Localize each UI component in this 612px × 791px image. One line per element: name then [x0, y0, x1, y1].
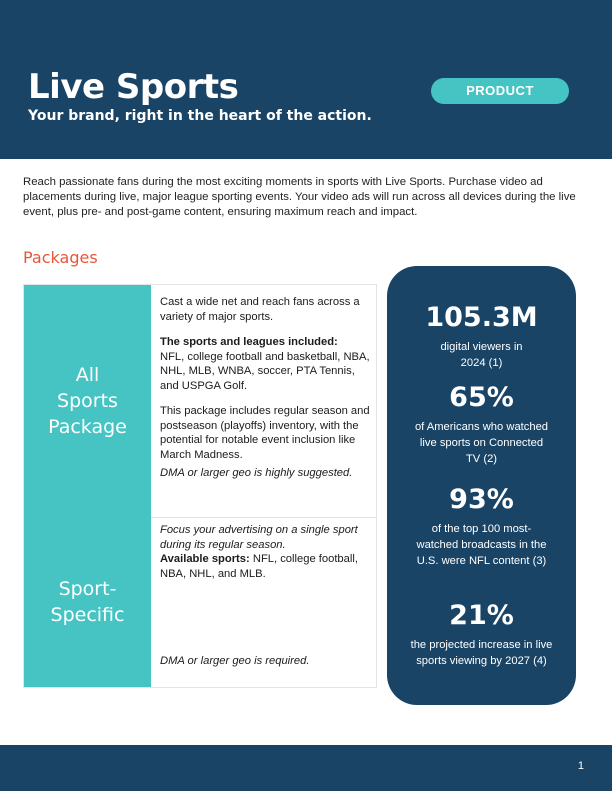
package-row-all-sports [24, 285, 376, 518]
available-sports-list: NFL, college football, NBA, NHL, and MLB. [160, 553, 358, 580]
intro-paragraph: Reach passionate fans during the most exciting moments in sports with Live Sports. Purchase video ad placements during live, major league sporting events. Your video ads will run across all devices during the live event, plus pre- and post-game content, ensuring maximum reach and impact. [23, 176, 576, 218]
leagues-label: The sports and leagues included: [160, 336, 338, 348]
stat-label: the projected increase in live sports viewing by 2027 (4) [410, 639, 553, 667]
geo-note: DMA or larger geo is highly suggested. [160, 467, 353, 479]
stat-value: 93% [449, 484, 514, 515]
stat-label: digital viewers in 2024 (1) [440, 341, 523, 369]
inventory-text: This package includes regular season and postseason (playoffs) inventory, with the potential for notable event inclusion like March Madness. [160, 405, 370, 461]
available-sports-text [160, 552, 370, 581]
stat-item [387, 600, 576, 669]
product-badge: PRODUCT [431, 78, 569, 104]
page-number: 1 [577, 760, 584, 772]
stats-panel [387, 266, 576, 705]
package-row-sport-specific [24, 517, 376, 687]
package-label-all-sports: All Sports Package [24, 285, 151, 517]
page-title: Live Sports [28, 67, 239, 107]
package-label-sport-specific: Sport-Specific [24, 517, 151, 687]
packages-heading: Packages [23, 248, 98, 267]
packages-table [23, 284, 377, 688]
page-subtitle: Your brand, right in the heart of the action. [28, 108, 372, 124]
package-description-all-sports [160, 295, 370, 492]
package-intro-text: Focus your advertising on a single sport during its regular season. [160, 524, 358, 551]
leagues-list: NFL, college football and basketball, NBA, NHL, MLB, WNBA, soccer, PTA Tennis, and USPGA Golf. [160, 350, 370, 392]
header-banner [0, 0, 612, 159]
stat-value: 105.3M [425, 302, 538, 333]
package-description-sport-specific [160, 523, 370, 581]
geo-note: DMA or larger geo is required. [160, 655, 310, 667]
leagues-text [160, 335, 370, 393]
stat-value: 65% [449, 382, 514, 413]
stat-item [387, 382, 576, 467]
stat-label: of the top 100 most-watched broadcasts in the U.S. were NFL content (3) [416, 523, 547, 567]
available-sports-label: Available sports: [160, 553, 250, 565]
stat-label: of Americans who watched live sports on Connected TV (2) [414, 421, 549, 465]
stat-item [387, 484, 576, 569]
stat-item [387, 302, 576, 371]
stat-value: 21% [449, 600, 514, 631]
package-intro-text: Cast a wide net and reach fans across a variety of major sports. [160, 296, 360, 323]
footer-bar [0, 745, 612, 791]
